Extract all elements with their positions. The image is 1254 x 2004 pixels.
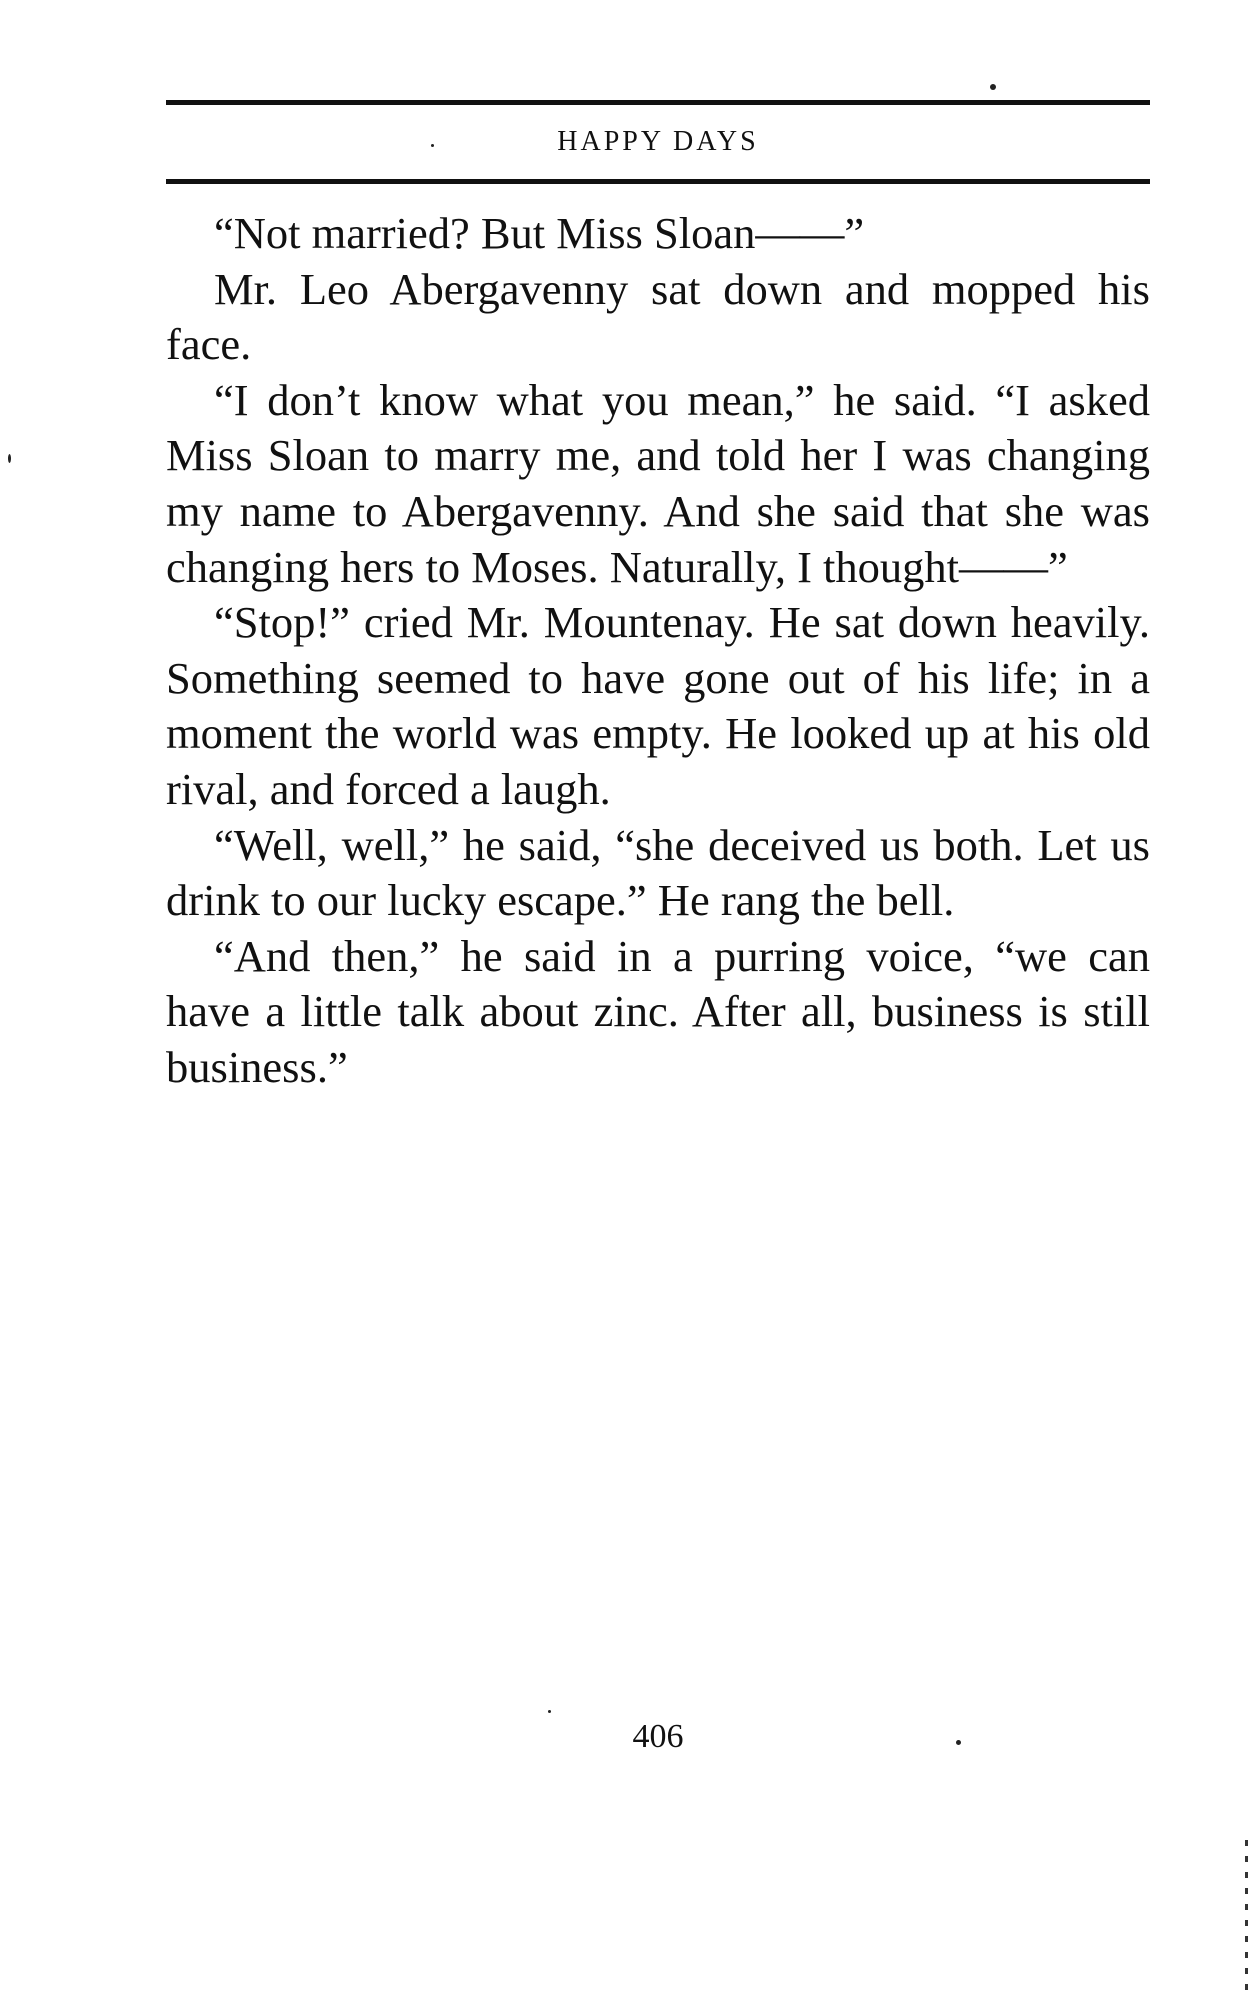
- page-number: 406: [632, 1718, 684, 1755]
- running-head: HAPPY DAYS: [557, 126, 759, 157]
- paragraph: “Not married? But Miss Sloan——”: [214, 208, 865, 258]
- paragraph: Mr. Leo Abergavenny sat down and mopped his face.: [166, 263, 1150, 370]
- scan-speck: [990, 84, 996, 90]
- paragraph: “Well, well,” he said, “she deceived us both. Let us drink to our lucky escape.” He rang the bell.: [166, 819, 1150, 926]
- scan-speck: [548, 1710, 551, 1713]
- paragraph: “And then,” he said in a purring voice, “we can have a little talk about zinc. After all, business is still business.”: [166, 930, 1150, 1092]
- paragraph: “Stop!” cried Mr. Mountenay. He sat down heavily. Something seemed to have gone out of his life; in a moment the world was empty. He looked up at his old rival, and forced a laugh.: [166, 597, 1150, 814]
- header-bottom-rule: [166, 179, 1150, 184]
- scan-speck: [8, 454, 11, 463]
- paragraph: “I don’t know what you mean,” he said. “I asked Miss Sloan to marry me, and told her I was changing my name to Abergavenny. And she said that she was changing hers to Moses. Naturally, I thought——”: [166, 374, 1150, 592]
- body-text: [166, 206, 1150, 1096]
- scan-speck: [1245, 1840, 1248, 1990]
- header-top-rule: [166, 100, 1150, 105]
- scan-speck: [431, 144, 434, 147]
- scan-speck: [956, 1740, 961, 1745]
